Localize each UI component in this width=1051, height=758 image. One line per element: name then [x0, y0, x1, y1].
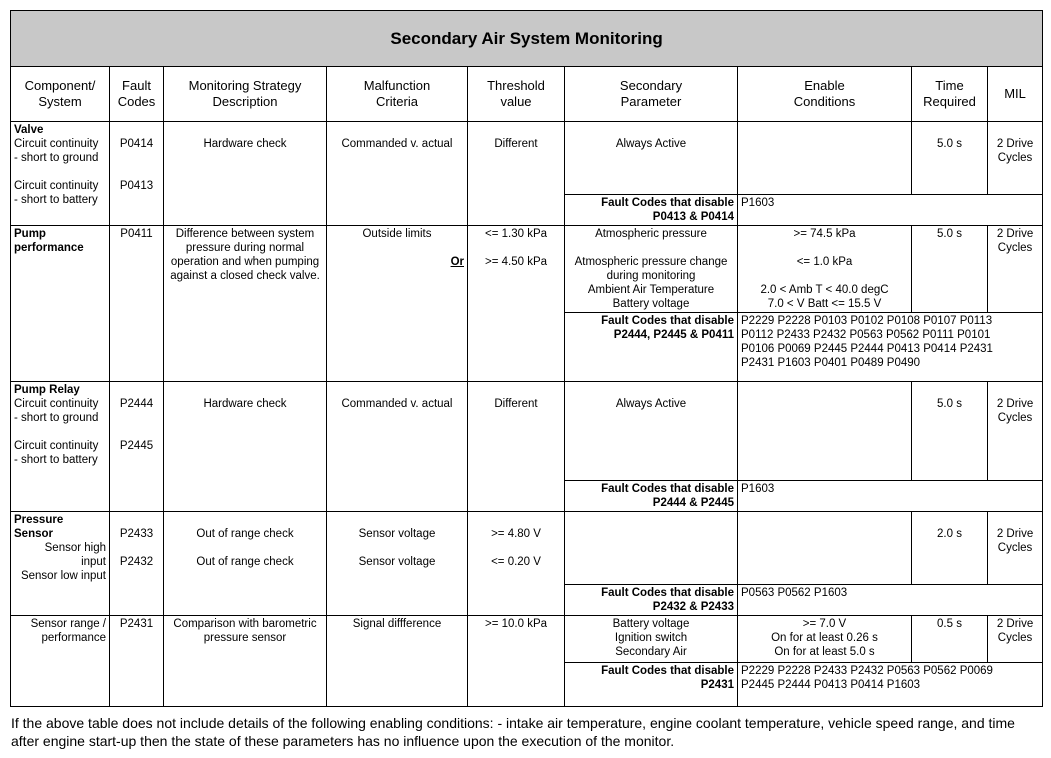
- sensor-time: 2.0 s: [912, 512, 988, 585]
- sensor-secondary: [565, 512, 738, 585]
- pump-strategy: Difference between system pressure during normal operation and when pumping against a closed check valve.: [164, 226, 327, 382]
- sensor-fc-list: P0563 P0562 P1603: [738, 584, 1043, 615]
- range-malfunction: Signal diffference: [327, 615, 468, 706]
- sensor-threshold: >= 4.80 V <= 0.20 V: [468, 512, 565, 616]
- table-row-valve: [11, 122, 1043, 195]
- pump-code: P0411: [110, 226, 164, 382]
- relay-strategy: Hardware check: [164, 382, 327, 512]
- valve-mil: 2 Drive Cycles: [988, 122, 1043, 195]
- pump-component: Pump performance: [11, 226, 110, 382]
- range-component: Sensor range / performance: [11, 615, 110, 706]
- relay-enable: [738, 382, 912, 481]
- relay-fc-label: Fault Codes that disable P2444 & P2445: [565, 481, 738, 512]
- header-threshold: Threshold value: [468, 67, 565, 122]
- header-component: Component/ System: [11, 67, 110, 122]
- pump-secondary: Atmospheric pressure Atmospheric pressure change during monitoring Ambient Air Temperature Battery voltage: [565, 226, 738, 313]
- document: [10, 10, 1042, 707]
- range-fc-label: Fault Codes that disable P2431: [565, 663, 738, 706]
- valve-codes: P0414 P0413: [110, 122, 164, 226]
- header-row: [11, 67, 1043, 122]
- relay-threshold: Different: [468, 382, 565, 512]
- table-title: Secondary Air System Monitoring: [11, 11, 1043, 67]
- range-secondary: Battery voltage Ignition switch Secondary Air: [565, 615, 738, 663]
- valve-fc-list: P1603: [738, 195, 1043, 226]
- table-row-range: [11, 615, 1043, 663]
- sensor-fc-label: Fault Codes that disable P2432 & P2433: [565, 584, 738, 615]
- relay-malfunction: Commanded v. actual: [327, 382, 468, 512]
- sensor-enable: [738, 512, 912, 585]
- valve-fc-label: Fault Codes that disable P0413 & P0414: [565, 195, 738, 226]
- relay-time: 5.0 s: [912, 382, 988, 481]
- valve-secondary: Always Active: [565, 122, 738, 195]
- or-label: Or: [450, 256, 464, 268]
- footnote: If the above table does not include details of the following enabling conditions: - intake air temperature, engine coolant temperature, vehicle speed range, and time after engine start-up then the state of these parameters has no influence upon the execution of the monitor.: [11, 715, 1015, 749]
- valve-strategy: Hardware check: [164, 122, 327, 226]
- range-fc-list: P2229 P2228 P2433 P2432 P0563 P0562 P0069 P2445 P2444 P0413 P0414 P1603: [738, 663, 1043, 706]
- header-mil: MIL: [988, 67, 1043, 122]
- sensor-mil: 2 Drive Cycles: [988, 512, 1043, 585]
- relay-component: Pump Relay Circuit continuity - short to ground Circuit continuity - short to battery: [11, 382, 110, 512]
- header-enable: Enable Conditions: [738, 67, 912, 122]
- table-row-sensor: [11, 512, 1043, 585]
- pump-enable: >= 74.5 kPa <= 1.0 kPa 2.0 < Amb T < 40.0 degC 7.0 < V Batt <= 15.5 V: [738, 226, 912, 313]
- valve-component: Valve Circuit continuity - short to ground Circuit continuity - short to battery: [11, 122, 110, 226]
- relay-codes: P2444 P2445: [110, 382, 164, 512]
- pump-threshold: <= 1.30 kPa >= 4.50 kPa: [468, 226, 565, 382]
- sensor-strategy: Out of range check Out of range check: [164, 512, 327, 616]
- valve-threshold: Different: [468, 122, 565, 226]
- pump-malfunction: Outside limits Or: [327, 226, 468, 382]
- pump-mil: 2 Drive Cycles: [988, 226, 1043, 313]
- valve-enable: [738, 122, 912, 195]
- pump-fc-label: Fault Codes that disable P2444, P2445 & P0411: [565, 313, 738, 382]
- table-row-relay: [11, 382, 1043, 481]
- pump-time: 5.0 s: [912, 226, 988, 313]
- header-time: Time Required: [912, 67, 988, 122]
- range-mil: 2 Drive Cycles: [988, 615, 1043, 663]
- header-fault-codes: Fault Codes: [110, 67, 164, 122]
- sensor-component-cont: [11, 584, 110, 615]
- pump-fc-list: P2229 P2228 P0103 P0102 P0108 P0107 P0113 P0112 P2433 P2432 P0563 P0562 P0111 P0101 P0106 P0069 P2445 P2444 P0413 P0414 P2431 P2431 P1603 P0401 P0489 P0490: [738, 313, 1043, 382]
- sensor-component: Pressure Sensor Sensor high input Sensor low input: [11, 512, 110, 585]
- sensor-malfunction: Sensor voltage Sensor voltage: [327, 512, 468, 616]
- range-strategy: Comparison with barometric pressure sensor: [164, 615, 327, 706]
- range-threshold: >= 10.0 kPa: [468, 615, 565, 706]
- range-time: 0.5 s: [912, 615, 988, 663]
- header-malfunction: Malfunction Criteria: [327, 67, 468, 122]
- relay-mil: 2 Drive Cycles: [988, 382, 1043, 481]
- range-enable: >= 7.0 V On for at least 0.26 s On for at least 5.0 s: [738, 615, 912, 663]
- valve-time: 5.0 s: [912, 122, 988, 195]
- sensor-codes: P2433 P2432: [110, 512, 164, 616]
- header-secondary: Secondary Parameter: [565, 67, 738, 122]
- relay-secondary: Always Active: [565, 382, 738, 481]
- header-strategy: Monitoring Strategy Description: [164, 67, 327, 122]
- monitoring-table: [10, 10, 1043, 707]
- relay-fc-list: P1603: [738, 481, 1043, 512]
- range-code: P2431: [110, 615, 164, 706]
- valve-malfunction: Commanded v. actual: [327, 122, 468, 226]
- table-row-pump: [11, 226, 1043, 313]
